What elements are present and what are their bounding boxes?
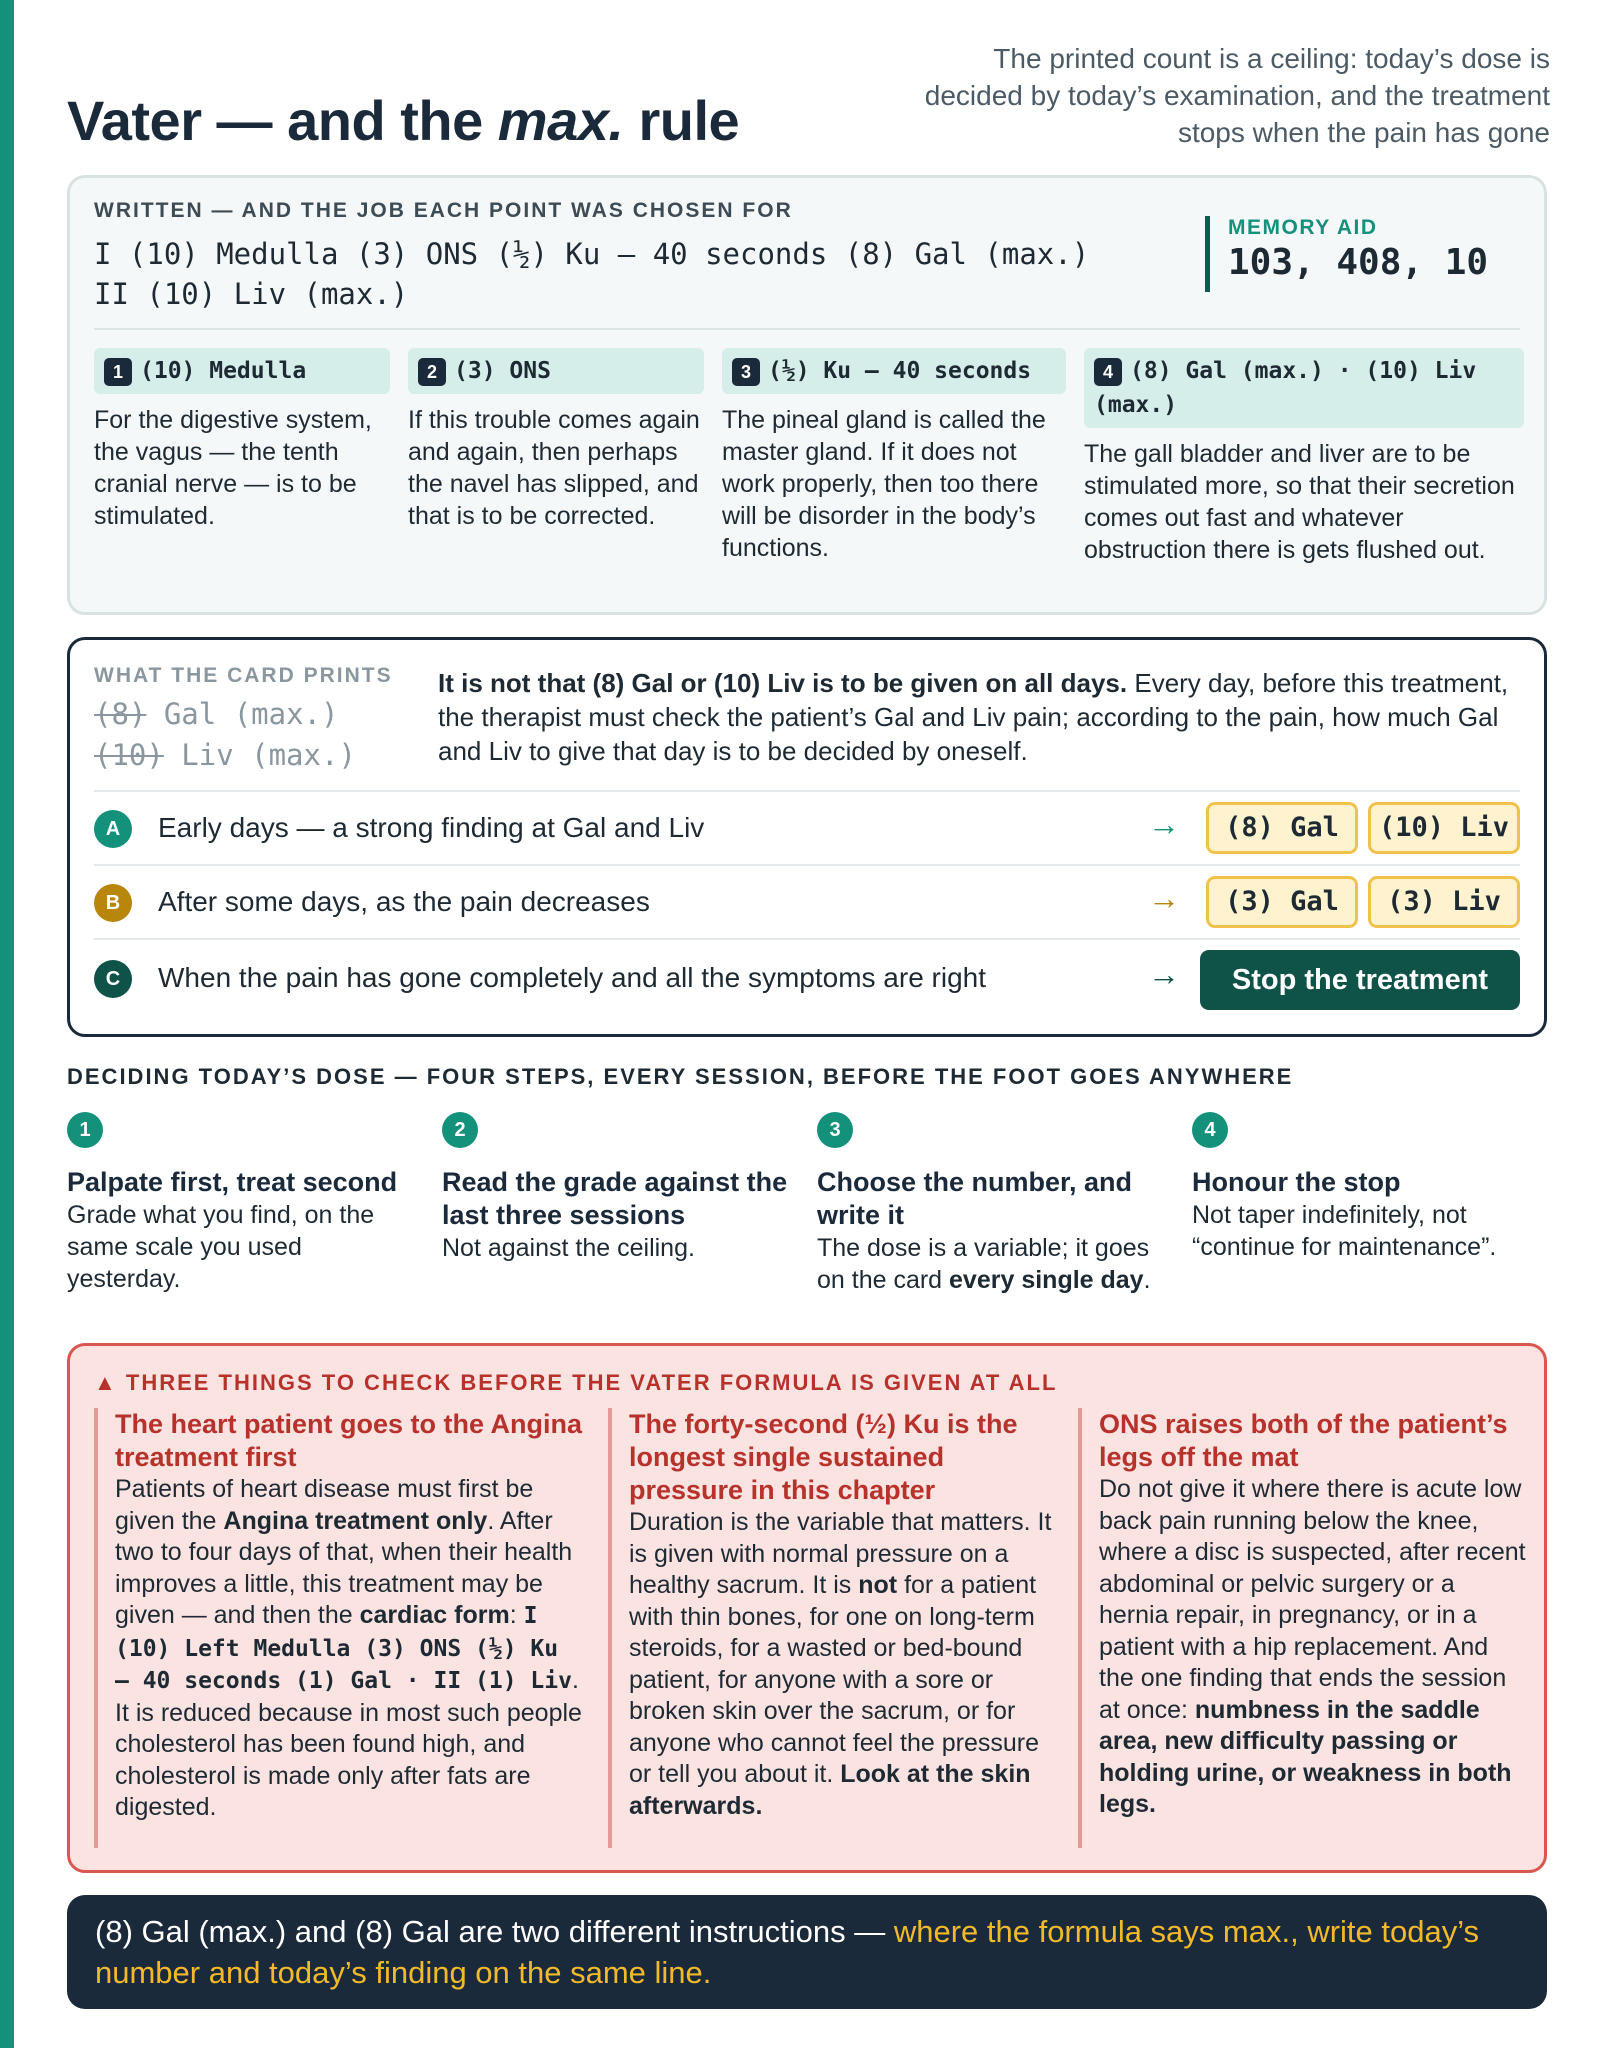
step-2-number: 2 xyxy=(442,1112,478,1148)
dose-row-b-label: After some days, as the pain decreases xyxy=(158,886,650,917)
written-formula xyxy=(94,234,1089,314)
point-3 xyxy=(722,348,1066,564)
point-1-text: For the digestive system, the vagus — the tenth cranial nerve — is to be stimulated. xyxy=(94,406,372,530)
warning-3-title: ONS raises both of the patient’s legs off the mat xyxy=(1099,1409,1508,1472)
side-accent-stripe xyxy=(0,0,14,2048)
step-4-title: Honour the stop xyxy=(1192,1167,1401,1197)
step-2 xyxy=(442,1112,792,1264)
badge-c: C xyxy=(94,960,132,998)
step-3-text: The dose is a variable; it goes on the card every single day. xyxy=(817,1234,1151,1294)
badge-b: B xyxy=(94,884,132,922)
warning-1-title: The heart patient goes to the Angina treatment first xyxy=(115,1409,583,1472)
formula-line-2: II (10) Liv (max.) xyxy=(94,277,409,311)
struck-count-8: (8) xyxy=(94,697,147,731)
memory-aid-label: MEMORY AID xyxy=(1228,216,1378,239)
step-3-number: 3 xyxy=(817,1112,853,1148)
divider xyxy=(94,938,1520,940)
card-eyebrow: WHAT THE CARD PRINTS xyxy=(94,664,393,687)
point-4-number: 4 xyxy=(1094,358,1122,386)
warning-2-title: The forty-second (½) Ku is the longest single sustained pressure in this chapter xyxy=(629,1409,1018,1505)
step-1 xyxy=(67,1112,417,1295)
card-prints-panel xyxy=(67,637,1547,1037)
step-2-text: Not against the ceiling. xyxy=(442,1234,695,1262)
memory-aid-value: 103, 408, 10 xyxy=(1228,242,1489,283)
page-subtitle: The printed count is a ceiling: today’s dose is decided by today’s examination, and the treatment stops when the pain has gone xyxy=(924,43,1550,148)
formula-line-1: I (10) Medulla (3) ONS (½) Ku – 40 seconds (8) Gal (max.) xyxy=(94,237,1090,271)
point-1 xyxy=(94,348,390,532)
step-2-title: Read the grade against the last three sessions xyxy=(442,1167,788,1230)
chip-gal-3: (3) Gal xyxy=(1206,876,1358,928)
warning-ku-duration xyxy=(608,1408,1055,1848)
footer-banner: (8) Gal (max.) and (8) Gal are two different instructions — where the formula says max., write today’s number and today’s finding on the same line. xyxy=(67,1895,1547,2009)
step-1-title: Palpate first, treat second xyxy=(67,1167,398,1197)
step-4 xyxy=(1192,1112,1542,1263)
point-4 xyxy=(1084,348,1524,566)
warning-heart-patient xyxy=(94,1408,585,1848)
arrow-right-icon: → xyxy=(1148,806,1180,842)
step-4-text: Not taper indefinitely, not “continue for maintenance”. xyxy=(1192,1201,1497,1261)
point-2-text: If this trouble comes again and again, then perhaps the navel has slipped, and that is to be corrected. xyxy=(408,406,700,530)
arrow-right-icon: → xyxy=(1148,880,1180,916)
step-1-text: Grade what you find, on the same scale you used yesterday. xyxy=(67,1201,375,1293)
point-4-text: The gall bladder and liver are to be stimulated more, so that their secretion comes out fast and whatever obstruction there is gets flushed out. xyxy=(1084,440,1515,564)
steps-eyebrow: DECIDING TODAY’S DOSE — FOUR STEPS, EVERY SESSION, BEFORE THE FOOT GOES ANYWHERE xyxy=(67,1064,1294,1089)
card-explanation: It is not that (8) Gal or (10) Liv is to be given on all days. Every day, before this treatment, the therapist must check the patient’s Gal and Liv pain; according to the pain, how much Gal and Liv to give that day is to be decided by oneself. xyxy=(438,668,1509,766)
arrow-right-icon: → xyxy=(1148,956,1180,992)
chip-liv-3: (3) Liv xyxy=(1368,876,1520,928)
divider xyxy=(94,328,1520,330)
card-printed-values: (8) Gal (max.) (10) Liv (max.) xyxy=(94,697,356,772)
point-1-number: 1 xyxy=(104,358,132,386)
warning-2-text: Duration is the variable that matters. It is given with normal pressure on a healthy sacrum. It is not for a patient with thin bones, for one on long-term steroids, for a wasted or bed-bound patient, for anyone with a sore or broken skin over the sacrum, or for anyone who cannot feel the pressure or tell you about it. Look at the skin afterwards. xyxy=(629,1508,1052,1820)
written-eyebrow: WRITTEN — AND THE JOB EACH POINT WAS CHOSEN FOR xyxy=(94,199,793,222)
badge-a: A xyxy=(94,810,132,848)
point-2-head: 2 (3) ONS xyxy=(408,348,704,394)
dose-row-a xyxy=(94,792,1520,864)
step-1-number: 1 xyxy=(67,1112,103,1148)
point-4-head: 4 (8) Gal (max.) · (10) Liv (max.) xyxy=(1084,348,1524,428)
point-3-number: 3 xyxy=(732,358,760,386)
chip-gal-8: (8) Gal xyxy=(1206,802,1358,854)
step-3-title: Choose the number, and write it xyxy=(817,1167,1133,1230)
dose-row-a-label: Early days — a strong finding at Gal and Liv xyxy=(158,812,705,843)
step-4-number: 4 xyxy=(1192,1112,1228,1148)
warning-ons-legs xyxy=(1078,1408,1529,1848)
dose-row-c xyxy=(94,942,1520,1014)
contraindications-panel xyxy=(67,1343,1547,1873)
warning-3-text: Do not give it where there is acute low back pain running below the knee, where a disc is suspected, after recent abdominal or pelvic surgery or a hernia repair, in pregnancy, or in a patient with a hip replacement. And the one finding that ends the session at once: numbness in the saddle area, new difficulty passing or holding urine, or weakness in both legs. xyxy=(1099,1475,1526,1818)
struck-count-10: (10) xyxy=(94,738,164,772)
dose-row-b xyxy=(94,866,1520,938)
point-1-head: 1 (10) Medulla xyxy=(94,348,390,394)
chip-liv-10: (10) Liv xyxy=(1368,802,1520,854)
point-3-text: The pineal gland is called the master gland. If it does not work properly, then too there will be disorder in the body’s functions. xyxy=(722,406,1046,562)
point-3-head: 3 (½) Ku – 40 seconds xyxy=(722,348,1066,394)
memory-aid xyxy=(1205,216,1488,292)
stop-treatment-badge: Stop the treatment xyxy=(1200,950,1520,1010)
step-3 xyxy=(817,1112,1167,1296)
point-2-number: 2 xyxy=(418,358,446,386)
warning-eyebrow: ▲ THREE THINGS TO CHECK BEFORE THE VATER FORMULA IS GIVEN AT ALL xyxy=(94,1370,1058,1395)
written-formula-panel xyxy=(67,175,1547,615)
page-title: Vater — and the max. rule xyxy=(67,89,740,152)
dose-row-c-label: When the pain has gone completely and all the symptoms are right xyxy=(158,962,987,993)
warning-1-text: Patients of heart disease must first be given the Angina treatment only. After two to four days of that, when their health improves a little, this treatment may be given — and then the cardiac form: I (10) Left Medulla (3) ONS (½) Ku – 40 seconds (1) Gal · II (1) Liv. It is reduced because in most such people cholesterol has been found high, and cholesterol is made only after fats are digested. xyxy=(115,1475,582,1821)
point-2 xyxy=(408,348,704,532)
